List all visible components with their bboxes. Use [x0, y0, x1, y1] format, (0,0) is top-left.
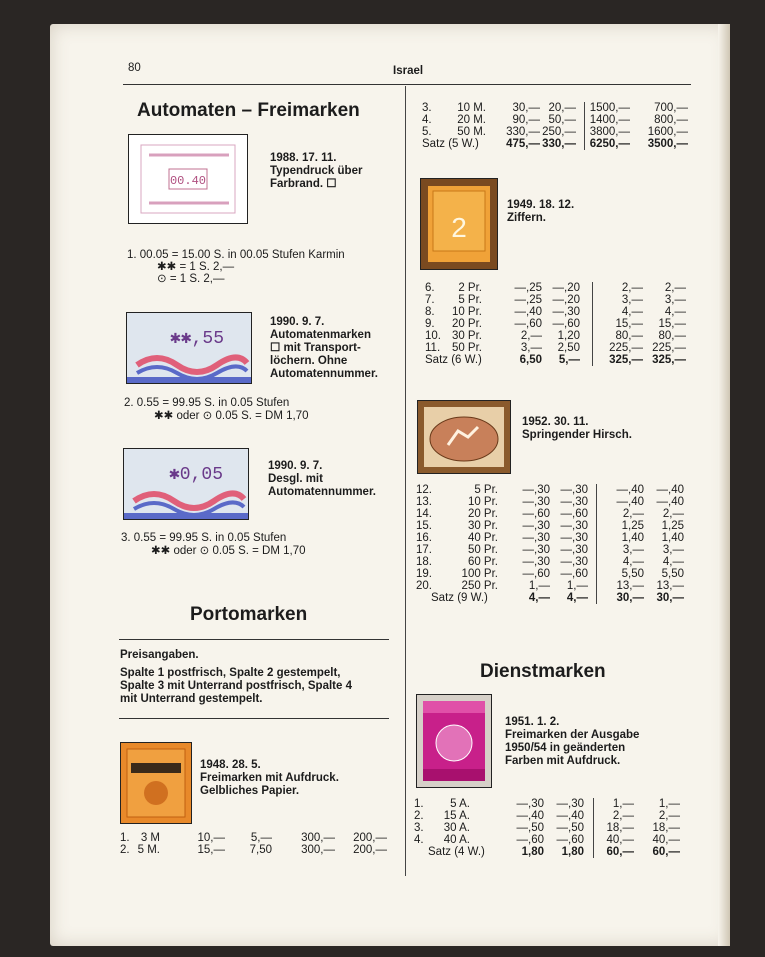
hirsch-table-row-1-v: 10 Pr. — [467, 496, 498, 508]
column-divider — [405, 86, 406, 876]
hirsch-table-row-4-c2: —,30 — [560, 532, 588, 544]
stamp-image-porto-1948 — [120, 742, 192, 824]
ziffern-table-row-3-c3: 15,— — [615, 318, 643, 330]
hirsch-table-row-3-n: 15. — [416, 520, 432, 532]
porto-table-row-0-c2: 5,— — [250, 832, 272, 844]
ziffern-table-row-1-c4: 3,— — [664, 294, 686, 306]
top-table-row-3-n: Satz (5 W.) — [422, 138, 479, 150]
issue-desc-1988-line1: Typendruck über — [270, 165, 363, 177]
top-table-row-0-c1: 30,— — [512, 102, 540, 114]
porto-table-row-0-c4: 200,— — [353, 832, 387, 844]
hirsch-table-row-2-n: 14. — [416, 508, 432, 520]
hirsch-table-row-5-c3: 3,— — [622, 544, 644, 556]
issue-date-1990a: 1990. 9. 7. — [270, 316, 325, 328]
dienst-table-row-1-n: 2. — [414, 810, 424, 822]
ziffern-table-row-0-c1: —,25 — [514, 282, 542, 294]
hirsch-table-row-4-c3: 1,40 — [621, 532, 644, 544]
preisangaben-heading: Preisangaben. — [120, 649, 199, 661]
ziffern-table-row-2-c2: —,30 — [552, 306, 580, 318]
ziffern-table-row-6-c2: 5,— — [558, 354, 580, 366]
ziffern-table-row-0-n: 6. — [425, 282, 435, 294]
hirsch-table-row-1-c2: —,30 — [560, 496, 588, 508]
ziffern-table-row-2-c4: 4,— — [664, 306, 686, 318]
top-table-row-1-c2: 50,— — [548, 114, 576, 126]
hirsch-table-row-2-c3: 2,— — [622, 508, 644, 520]
ziffern-table-row-4-n: 10. — [425, 330, 441, 342]
porto-table-row-1-v: 5 M. — [137, 844, 160, 856]
ziffern-table-row-1-c3: 3,— — [621, 294, 643, 306]
hirsch-table-row-3-c1: —,30 — [522, 520, 550, 532]
issue-date-1949: 1949. 18. 12. — [507, 199, 575, 211]
top-table-row-2-c1: 330,— — [506, 126, 540, 138]
issue-desc-1990a-line3: löchern. Ohne — [270, 355, 348, 367]
porto-rule-bottom — [119, 718, 389, 719]
hirsch-table-row-1-c4: —,40 — [656, 496, 684, 508]
section-title-dienstmarken: Dienstmarken — [480, 661, 606, 682]
stamp-image-hirsch-1952 — [417, 400, 511, 474]
issue-desc-1951-line3: Farben mit Aufdruck. — [505, 755, 621, 767]
dienst-table-row-2-v: 30 A. — [443, 822, 470, 834]
hirsch-table-row-4-v: 40 Pr. — [467, 532, 498, 544]
stamp-image-automaten-1988 — [128, 134, 248, 224]
ziffern-table-row-3-n: 9. — [425, 318, 435, 330]
dienst-table-row-2-c2: —,50 — [556, 822, 584, 834]
hirsch-table-row-4-c1: —,30 — [522, 532, 550, 544]
hirsch-table-row-5-c4: 3,— — [662, 544, 684, 556]
ziffern-table-row-3-c2: —,60 — [552, 318, 580, 330]
top-table-row-1-c3: 1400,— — [589, 114, 630, 126]
hirsch-table-row-2-c1: —,60 — [522, 508, 550, 520]
listing-1988-row1: 1. 00.05 = 15.00 S. in 00.05 Stufen Karmin — [127, 249, 345, 261]
ziffern-table-row-0-c4: 2,— — [664, 282, 686, 294]
issue-desc-1951-line1: Freimarken der Ausgabe — [505, 729, 640, 741]
top-table-row-3-c2: 330,— — [542, 138, 576, 150]
page-header-country: Israel — [393, 65, 424, 77]
ziffern-table-row-4-c3: 80,— — [615, 330, 643, 342]
page-number: 80 — [128, 62, 141, 74]
dienst-table-row-1-c4: 2,— — [658, 810, 680, 822]
dienst-table-row-1-v: 15 A. — [443, 810, 470, 822]
issue-desc-1990a-line1: Automatenmarken — [270, 329, 371, 341]
hirsch-table-row-5-c1: —,30 — [522, 544, 550, 556]
dienst-table-row-0-c4: 1,— — [658, 798, 680, 810]
top-table-row-3-c4: 3500,— — [647, 138, 688, 150]
ziffern-table-row-0-c2: —,20 — [552, 282, 580, 294]
listing-1990a-row2: ✱✱ oder ⊙ 0.05 S. = DM 1,70 — [154, 410, 309, 422]
listing-1988-row2: ✱✱ = 1 S. 2,— — [157, 261, 235, 273]
hirsch-table-row-6-v: 60 Pr. — [467, 556, 498, 568]
listing-1988-row3: ⊙ = 1 S. 2,— — [157, 273, 225, 285]
hirsch-table-row-7-c3: 5,50 — [621, 568, 644, 580]
hirsch-table-row-1-n: 13. — [416, 496, 432, 508]
issue-desc-1948-line2: Gelbliches Papier. — [200, 785, 300, 797]
hirsch-table-row-0-v: 5 Pr. — [474, 484, 498, 496]
issue-desc-1990b-line1: Desgl. mit — [268, 473, 323, 485]
ziffern-table-row-1-v: 5 Pr. — [458, 294, 482, 306]
ziffern-table-row-5-c2: 2,50 — [557, 342, 580, 354]
ziffern-table-row-3-v: 20 Pr. — [451, 318, 482, 330]
hirsch-table-column-divider — [596, 484, 597, 604]
top-table-row-3-c1: 475,— — [506, 138, 540, 150]
hirsch-table-row-7-c1: —,60 — [522, 568, 550, 580]
hirsch-table-row-0-c4: —,40 — [656, 484, 684, 496]
hirsch-table-row-8-c2: 1,— — [566, 580, 588, 592]
hirsch-table-row-5-n: 17. — [416, 544, 432, 556]
top-table-column-divider — [584, 102, 585, 150]
section-title-portomarken: Portomarken — [190, 604, 308, 625]
hirsch-table-row-0-n: 12. — [416, 484, 432, 496]
porto-table-row-1-c3: 300,— — [301, 844, 335, 856]
dienst-table-row-0-v: 5 A. — [450, 798, 470, 810]
dienst-table-row-3-c2: —,60 — [556, 834, 584, 846]
issue-desc-1949: Ziffern. — [507, 212, 546, 224]
dienst-table-row-2-c4: 18,— — [652, 822, 680, 834]
dienst-table-row-0-c3: 1,— — [612, 798, 634, 810]
top-table-row-1-v: 20 M. — [457, 114, 486, 126]
ziffern-table-row-5-c3: 225,— — [609, 342, 643, 354]
top-table-row-0-c4: 700,— — [654, 102, 688, 114]
hirsch-table-row-6-n: 18. — [416, 556, 432, 568]
hirsch-table-row-2-c4: 2,— — [662, 508, 684, 520]
dienst-table-row-3-v: 40 A. — [443, 834, 470, 846]
porto-table-row-0-v: 3 M — [140, 832, 160, 844]
dienst-table-row-3-c4: 40,— — [652, 834, 680, 846]
issue-desc-1990b-line2: Automatennummer. — [268, 486, 376, 498]
hirsch-table-row-3-c4: 1,25 — [661, 520, 684, 532]
ziffern-table-row-1-c2: —,20 — [552, 294, 580, 306]
hirsch-table-row-3-v: 30 Pr. — [467, 520, 498, 532]
top-table-row-3-c3: 6250,— — [589, 138, 630, 150]
hirsch-table-row-0-c2: —,30 — [560, 484, 588, 496]
ziffern-table-row-2-n: 8. — [425, 306, 435, 318]
dienst-table-row-0-c1: —,30 — [516, 798, 544, 810]
top-table-row-0-c3: 1500,— — [589, 102, 630, 114]
top-table-row-0-n: 3. — [422, 102, 432, 114]
ziffern-table-row-0-v: 2 Pr. — [458, 282, 482, 294]
issue-date-1951: 1951. 1. 2. — [505, 716, 560, 728]
dienst-table-row-0-n: 1. — [414, 798, 424, 810]
hirsch-table-row-8-n: 20. — [416, 580, 432, 592]
stamp-1949-value: 2 — [451, 212, 467, 243]
top-table-row-2-n: 5. — [422, 126, 432, 138]
stamp-1990a-graphic — [127, 313, 251, 383]
ziffern-table-row-6-c3: 325,— — [609, 354, 643, 366]
hirsch-table-row-9-c4: 30,— — [656, 592, 684, 604]
ziffern-table-row-1-n: 7. — [425, 294, 435, 306]
section-title-automaten: Automaten – Freimarken — [137, 100, 360, 121]
top-table-row-0-c2: 20,— — [548, 102, 576, 114]
top-table-row-2-c2: 250,— — [542, 126, 576, 138]
dienst-table-row-2-n: 3. — [414, 822, 424, 834]
ziffern-table-row-0-c3: 2,— — [621, 282, 643, 294]
issue-date-1988: 1988. 17. 11. — [270, 152, 337, 164]
issue-desc-1988-line2: Farbrand. ☐ — [270, 178, 337, 190]
dienst-table-row-1-c2: —,40 — [556, 810, 584, 822]
ziffern-table-row-6-c4: 325,— — [652, 354, 686, 366]
hirsch-table-row-5-c2: —,30 — [560, 544, 588, 556]
stamp-1988-graphic — [129, 135, 247, 223]
ziffern-table-row-2-c1: —,40 — [514, 306, 542, 318]
hirsch-table-row-9-c2: 4,— — [566, 592, 588, 604]
issue-desc-1948-line1: Freimarken mit Aufdruck. — [200, 772, 339, 784]
ziffern-table-row-6-n: Satz (6 W.) — [425, 354, 482, 366]
top-table-row-2-c4: 1600,— — [647, 126, 688, 138]
dienst-table-row-4-c1: 1,80 — [521, 846, 544, 858]
hirsch-table-row-0-c3: —,40 — [616, 484, 644, 496]
hirsch-table-row-9-c3: 30,— — [616, 592, 644, 604]
hirsch-table-row-4-n: 16. — [416, 532, 432, 544]
ziffern-table-row-2-c3: 4,— — [621, 306, 643, 318]
hirsch-table-row-1-c3: —,40 — [616, 496, 644, 508]
hirsch-table-row-0-c1: —,30 — [522, 484, 550, 496]
issue-desc-1951-line2: 1950/54 in geänderten — [505, 742, 626, 754]
hirsch-table-row-3-c3: 1,25 — [621, 520, 644, 532]
dienst-table-row-2-c1: —,50 — [516, 822, 544, 834]
hirsch-table-row-8-c1: 1,— — [528, 580, 550, 592]
header-rule — [123, 84, 691, 85]
stamp-1952-graphic — [418, 401, 510, 473]
stamp-image-ziffern-1949 — [420, 178, 498, 270]
ziffern-table-row-6-c1: 6,50 — [519, 354, 542, 366]
issue-desc-1990a-line4: Automatennummer. — [270, 368, 378, 380]
hirsch-table-row-5-v: 50 Pr. — [467, 544, 498, 556]
hirsch-table-row-8-c3: 13,— — [616, 580, 644, 592]
ziffern-table-row-1-c1: —,25 — [514, 294, 542, 306]
hirsch-table-row-6-c2: —,30 — [560, 556, 588, 568]
preisangaben-line2: Spalte 3 mit Unterrand postfrisch, Spalte 4 — [120, 680, 352, 692]
hirsch-table-row-7-v: 100 Pr. — [461, 568, 498, 580]
hirsch-table-row-4-c4: 1,40 — [661, 532, 684, 544]
ziffern-table-row-5-v: 50 Pr. — [451, 342, 482, 354]
stamp-1948-graphic — [121, 743, 191, 823]
stamp-1988-value: 00.40 — [169, 174, 207, 188]
stamp-1951-graphic — [417, 695, 491, 787]
issue-date-1990b: 1990. 9. 7. — [268, 460, 323, 472]
porto-table-row-0-c1: 10,— — [197, 832, 225, 844]
issue-desc-1990a-line2: ☐ mit Transport- — [270, 342, 361, 354]
porto-table-row-1-c2: 7,50 — [249, 844, 272, 856]
listing-1990b-row2: ✱✱ oder ⊙ 0.05 S. = DM 1,70 — [151, 545, 306, 557]
stamp-1990b-value: ✱0,05 — [168, 465, 224, 485]
dienst-table-row-4-c4: 60,— — [652, 846, 680, 858]
preisangaben-line1: Spalte 1 postfrisch, Spalte 2 gestempelt, — [120, 667, 341, 679]
porto-table-row-0-c3: 300,— — [301, 832, 335, 844]
ziffern-table-row-3-c4: 15,— — [658, 318, 686, 330]
ziffern-table-column-divider — [592, 282, 593, 366]
ziffern-table-row-4-c4: 80,— — [658, 330, 686, 342]
ziffern-table-row-5-n: 11. — [425, 342, 441, 354]
dienst-table-row-4-n: Satz (4 W.) — [428, 846, 485, 858]
porto-table-row-1-n: 2. — [120, 844, 130, 856]
hirsch-table-row-7-c2: —,60 — [560, 568, 588, 580]
hirsch-table-row-6-c3: 4,— — [622, 556, 644, 568]
porto-table-row-0-n: 1. — [120, 832, 130, 844]
dienst-table-row-4-c2: 1,80 — [561, 846, 584, 858]
ziffern-table-row-3-c1: —,60 — [514, 318, 542, 330]
dienst-table-row-4-c3: 60,— — [606, 846, 634, 858]
top-table-row-1-n: 4. — [422, 114, 432, 126]
dienst-table-row-1-c3: 2,— — [612, 810, 634, 822]
ziffern-table-row-5-c4: 225,— — [652, 342, 686, 354]
hirsch-table-row-7-c4: 5,50 — [661, 568, 684, 580]
dienst-table-row-3-c1: —,60 — [516, 834, 544, 846]
ziffern-table-row-4-v: 30 Pr. — [451, 330, 482, 342]
hirsch-table-row-8-v: 250 Pr. — [461, 580, 498, 592]
preisangaben-line3: mit Unterrand gestempelt. — [120, 693, 263, 705]
dienst-table-row-3-c3: 40,— — [606, 834, 634, 846]
hirsch-table-row-6-c1: —,30 — [522, 556, 550, 568]
stamp-image-automaten-1990b — [123, 448, 249, 520]
stamp-1990b-graphic — [124, 449, 248, 519]
top-table-row-1-c1: 90,— — [512, 114, 540, 126]
stamp-1990a-value: ✱✱,55 — [169, 329, 225, 349]
hirsch-table-row-8-c4: 13,— — [656, 580, 684, 592]
listing-1990b-row1: 3. 0.55 = 99.95 S. in 0.05 Stufen — [121, 532, 287, 544]
catalog-page — [50, 24, 730, 946]
porto-rule-top — [119, 639, 389, 640]
porto-table-row-1-c4: 200,— — [353, 844, 387, 856]
top-table-row-2-v: 50 M. — [457, 126, 486, 138]
hirsch-table-row-7-n: 19. — [416, 568, 432, 580]
dienst-table-row-2-c3: 18,— — [606, 822, 634, 834]
stamp-1949-graphic — [421, 179, 497, 269]
ziffern-table-row-4-c2: 1,20 — [557, 330, 580, 342]
ziffern-table-row-2-v: 10 Pr. — [451, 306, 482, 318]
top-table-row-0-v: 10 M. — [457, 102, 486, 114]
stamp-image-dienst-1951 — [416, 694, 492, 788]
dienst-table-row-1-c1: —,40 — [516, 810, 544, 822]
dienst-table-column-divider — [593, 798, 594, 858]
hirsch-table-row-2-v: 20 Pr. — [467, 508, 498, 520]
hirsch-table-row-2-c2: —,60 — [560, 508, 588, 520]
dienst-table-row-3-n: 4. — [414, 834, 424, 846]
issue-date-1948: 1948. 28. 5. — [200, 759, 261, 771]
hirsch-table-row-3-c2: —,30 — [560, 520, 588, 532]
hirsch-table-row-1-c1: —,30 — [522, 496, 550, 508]
ziffern-table-row-4-c1: 2,— — [520, 330, 542, 342]
issue-date-1952: 1952. 30. 11. — [522, 416, 589, 428]
hirsch-table-row-9-c1: 4,— — [528, 592, 550, 604]
stamp-image-automaten-1990a — [126, 312, 252, 384]
ziffern-table-row-5-c1: 3,— — [520, 342, 542, 354]
listing-1990a-row1: 2. 0.55 = 99.95 S. in 0.05 Stufen — [124, 397, 290, 409]
issue-desc-1952: Springender Hirsch. — [522, 429, 632, 441]
page-edge-shadow — [718, 24, 730, 946]
dienst-table-row-0-c2: —,30 — [556, 798, 584, 810]
top-table-row-1-c4: 800,— — [654, 114, 688, 126]
hirsch-table-row-6-c4: 4,— — [662, 556, 684, 568]
top-table-row-2-c3: 3800,— — [589, 126, 630, 138]
hirsch-table-row-9-n: Satz (9 W.) — [431, 592, 488, 604]
porto-table-row-1-c1: 15,— — [197, 844, 225, 856]
